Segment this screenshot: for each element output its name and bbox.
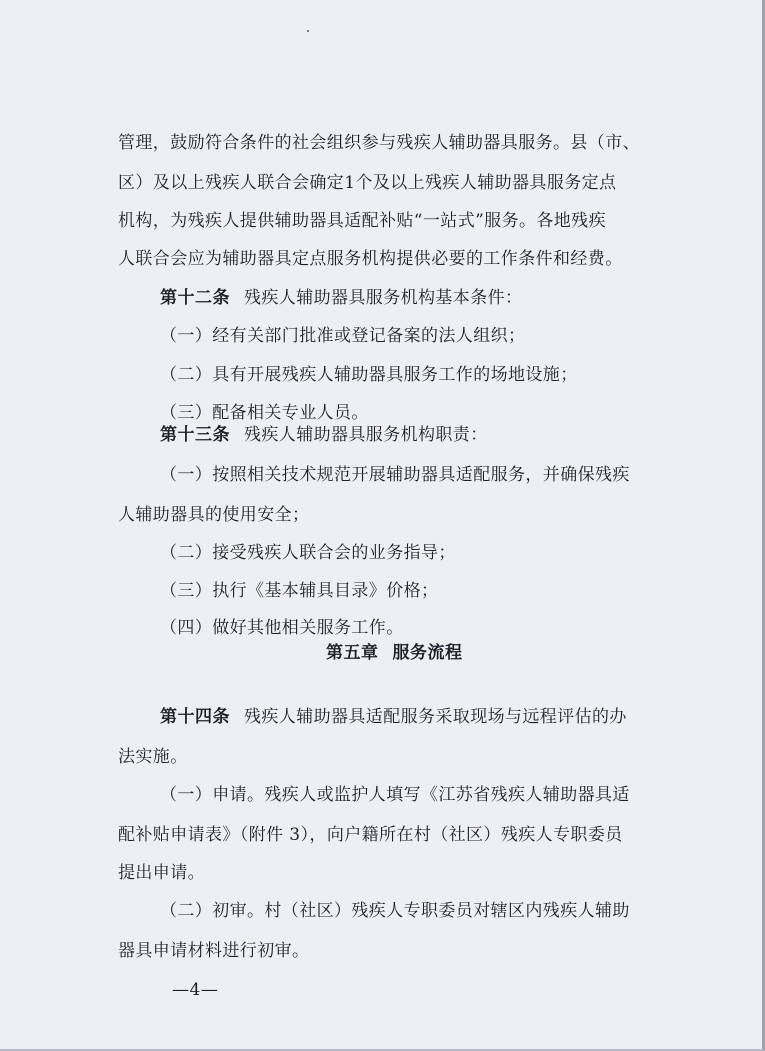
body-line-2: 区）及以上残疾人联合会确定1个及以上残疾人辅助器具服务定点 — [118, 173, 617, 193]
chapter-number: 第五章 — [326, 643, 379, 663]
article-14-item-1-line-1: （一）申请。残疾人或监护人填写《江苏省残疾人辅助器具适 — [160, 785, 630, 805]
article-14-item-1-line-3: 提出申请。 — [118, 863, 205, 883]
chapter-heading — [326, 642, 463, 664]
body-line-4: 人联合会应为辅助器具定点服务机构提供必要的工作条件和经费。 — [118, 249, 623, 269]
article-14-item-1-line-2: 配补贴申请表》（附件 3），向户籍所在村（社区）残疾人专职委员 — [118, 825, 623, 845]
article-14-line-1: 残疾人辅助器具适配服务采取现场与远程评估的办 — [244, 707, 627, 727]
page-number: —4— — [172, 980, 219, 1000]
article-13-text: 残疾人辅助器具服务机构职责： — [244, 425, 488, 445]
article-12-text: 残疾人辅助器具服务机构基本条件： — [244, 288, 523, 308]
article-13-item-4: （四）做好其他相关服务工作。 — [160, 618, 404, 638]
scan-speck — [307, 30, 309, 32]
body-line-1: 管理，鼓励符合条件的社会组织参与残疾人辅助器具服务。县（市、 — [118, 133, 640, 153]
article-14-item-2-line-2: 器具申请材料进行初审。 — [118, 941, 310, 961]
article-12-label: 第十二条 — [160, 288, 230, 308]
article-12-item-3: （三）配备相关专业人员。 — [160, 403, 369, 423]
article-12 — [160, 287, 522, 309]
body-line-3: 机构，为残疾人提供辅助器具适配补贴“一站式”服务。各地残疾 — [118, 211, 606, 231]
article-13 — [160, 424, 488, 446]
article-14-item-2-line-1: （二）初审。村（社区）残疾人专职委员对辖区内残疾人辅助 — [160, 901, 630, 921]
article-13-item-2: （二）接受残疾人联合会的业务指导； — [160, 543, 456, 563]
article-12-item-2: （二）具有开展残疾人辅助器具服务工作的场地设施； — [160, 365, 578, 385]
article-13-item-3: （三）执行《基本辅具目录》价格； — [160, 581, 439, 601]
chapter-title: 服务流程 — [392, 643, 463, 663]
article-14-label: 第十四条 — [160, 707, 230, 727]
article-13-item-1-line-1: （一）按照相关技术规范开展辅助器具适配服务，并确保残疾 — [160, 465, 630, 485]
article-12-item-1: （一）经有关部门批准或登记备案的法人组织； — [160, 326, 526, 346]
article-14 — [160, 706, 627, 728]
article-13-item-1-line-2: 人辅助器具的使用安全； — [118, 505, 310, 525]
article-13-label: 第十三条 — [160, 425, 230, 445]
article-14-line-2: 法实施。 — [118, 747, 188, 767]
